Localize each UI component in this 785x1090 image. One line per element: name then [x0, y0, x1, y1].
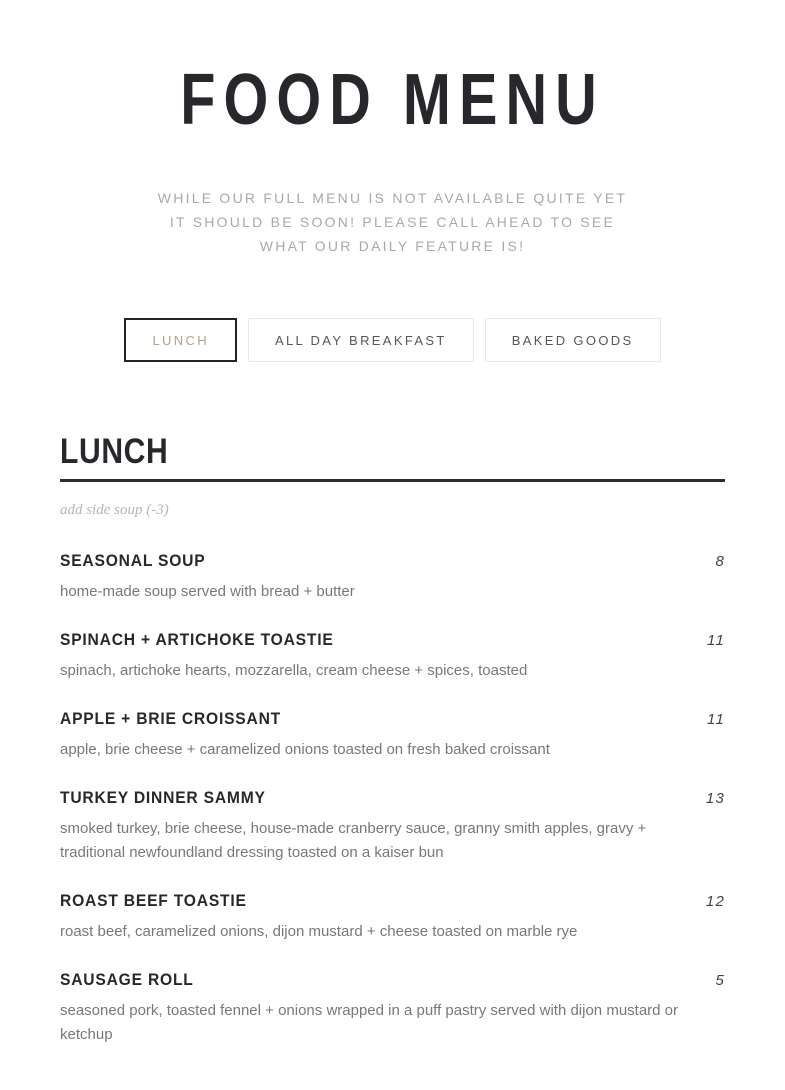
lunch-section	[60, 434, 725, 1047]
menu-item-description: spinach, artichoke hearts, mozzarella, cream cheese + spices, toasted	[60, 662, 528, 679]
menu-item-seasonal-soup	[60, 551, 725, 604]
menu-item-price: 5	[715, 972, 725, 989]
menu-item-row	[60, 551, 725, 571]
menu-item-name: APPLE + BRIE CROISSANT	[60, 709, 282, 728]
menu-item-row	[60, 970, 725, 990]
menu-item-apple-brie-croissant	[60, 709, 725, 762]
tab-baked-goods[interactable]: BAKED GOODS	[485, 318, 661, 362]
menu-item-price: 12	[705, 893, 725, 910]
section-note: add side soup (-3)	[60, 502, 169, 518]
menu-item-name: ROAST BEEF TOASTIE	[60, 891, 247, 910]
menu-item-row	[60, 630, 725, 650]
menu-items-list	[60, 551, 725, 1047]
page-title: FOOD MENU	[180, 60, 605, 140]
menu-item-price: 8	[715, 553, 725, 570]
menu-item-name: SAUSAGE ROLL	[60, 970, 194, 989]
menu-item-row	[60, 709, 725, 729]
tab-lunch[interactable]: LUNCH	[124, 318, 236, 362]
menu-item-description: seasoned pork, toasted fennel + onions wrapped in a puff pastry served with dijon mustard or ketchup	[60, 1002, 679, 1043]
menu-item-price: 11	[707, 711, 725, 728]
menu-item-roast-beef-toastie	[60, 891, 725, 944]
menu-item-name: TURKEY DINNER SAMMY	[60, 788, 266, 807]
menu-item-row	[60, 788, 725, 808]
menu-item-row	[60, 891, 725, 911]
menu-item-name: SPINACH + ARTICHOKE TOASTIE	[60, 630, 334, 649]
tab-all-day-breakfast[interactable]: ALL DAY BREAKFAST	[248, 318, 474, 362]
menu-item-turkey-dinner-sammy	[60, 788, 725, 865]
menu-item-description: apple, brie cheese + caramelized onions toasted on fresh baked croissant	[60, 741, 550, 758]
menu-item-description: home-made soup served with bread + butter	[60, 583, 355, 600]
menu-item-description: roast beef, caramelized onions, dijon mustard + cheese toasted on marble rye	[60, 923, 578, 940]
menu-item-name: SEASONAL SOUP	[60, 551, 206, 570]
menu-item-sausage-roll	[60, 970, 725, 1047]
page-subtitle: WHILE OUR FULL MENU IS NOT AVAILABLE QUITE YET IT SHOULD BE SOON! PLEASE CALL AHEAD TO SEE WHAT OUR DAILY FEATURE IS!	[157, 190, 628, 254]
menu-item-price: 11	[707, 632, 725, 649]
menu-item-spinach-artichoke-toastie	[60, 630, 725, 683]
section-divider	[60, 479, 725, 482]
menu-item-price: 13	[705, 790, 725, 807]
section-heading: LUNCH	[60, 432, 169, 471]
menu-item-description: smoked turkey, brie cheese, house-made cranberry sauce, granny smith apples, gravy + traditional newfoundland dressing toasted on a kaiser bun	[60, 820, 647, 861]
menu-category-tabs	[0, 318, 785, 362]
